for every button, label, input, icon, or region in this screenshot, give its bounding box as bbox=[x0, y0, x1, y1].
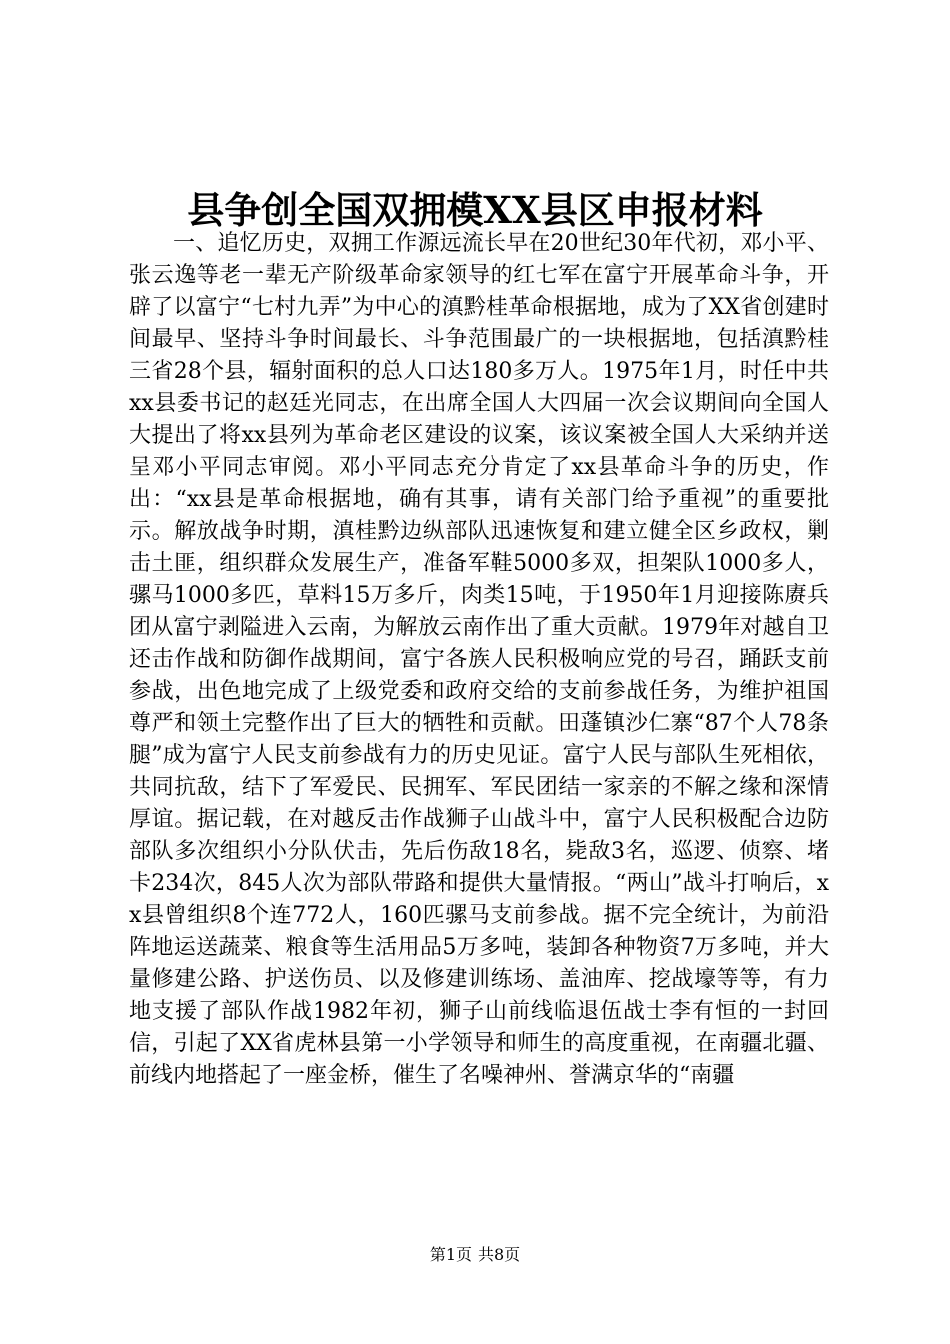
document-title: 县争创全国双拥模XX县区申报材料 bbox=[187, 188, 763, 232]
page-number: 第1页 bbox=[429, 1245, 472, 1264]
page-footer bbox=[0, 1244, 950, 1266]
document-body-paragraph: 一、追忆历史，双拥工作源远流长早在20世纪30年代初，邓小平、张云逸等老一辈无产阶级革命家领导的红七军在富宁开展革命斗争，开辟了以富宁“七村九弄”为中心的滇黔桂革命根据地，成为了XX省创建时间最早、坚持斗争时间最长、斗争范围最广的一块根据地，包括滇黔桂三省28个县，辐射面积的总人口达180多万人。1975年1月，时任中共xx县委书记的赵廷光同志，在出席全国人大四届一次会议期间向全国人大提出了将xx县列为革命老区建设的议案，该议案被全国人大采纳并送呈邓小平同志审阅。邓小平同志充分肯定了xx县革命斗争的历史，作出：“xx县是革命根据地，确有其事，请有关部门给予重视”的重要批示。解放战争时期，滇桂黔边纵部队迅速恢复和建立健全区乡政权，剿击土匪，组织群众发展生产，准备军鞋5000多双，担架队1000多人，骡马1000多匹，草料15万多斤，肉类15吨，于1950年1月迎接陈赓兵团从富宁剥隘进入云南，为解放云南作出了重大贡献。1979年对越自卫还击作战和防御作战期间，富宁各族人民积极响应党的号召，踊跃支前参战，出色地完成了上级党委和政府交给的支前参战任务，为维护祖国尊严和领土完整作出了巨大的牺牲和贡献。田蓬镇沙仁寨“87个人78条腿”成为富宁人民支前参战有力的历史见证。富宁人民与部队生死相依，共同抗敌，结下了军爱民、民拥军、军民团结一家亲的不解之缘和深情厚谊。据记载，在对越反击作战狮子山战斗中，富宁人民积极配合边防部队多次组织小分队伏击，先后伤敌18名，毙敌3名，巡逻、侦察、堵卡234次，845人次为部队带路和提供大量情报。“两山”战斗打响后，xx县曾组织8个连772人，160匹骡马支前参战。据不完全统计，为前沿阵地运送蔬菜、粮食等生活用品5万多吨，装卸各种物资7万多吨，并大量修建公路、护送伤员、以及修建训练场、盖油库、挖战壕等等，有力地支援了部队作战1982年初，狮子山前线临退伍战士李有恒的一封回信，引起了XX省虎林县第一小学领导和师生的高度重视，在南疆北疆、前线内地搭起了一座金桥，催生了名噪神州、誉满京华的“南疆 bbox=[129, 231, 829, 1088]
page-total: 共8页 bbox=[478, 1245, 521, 1264]
